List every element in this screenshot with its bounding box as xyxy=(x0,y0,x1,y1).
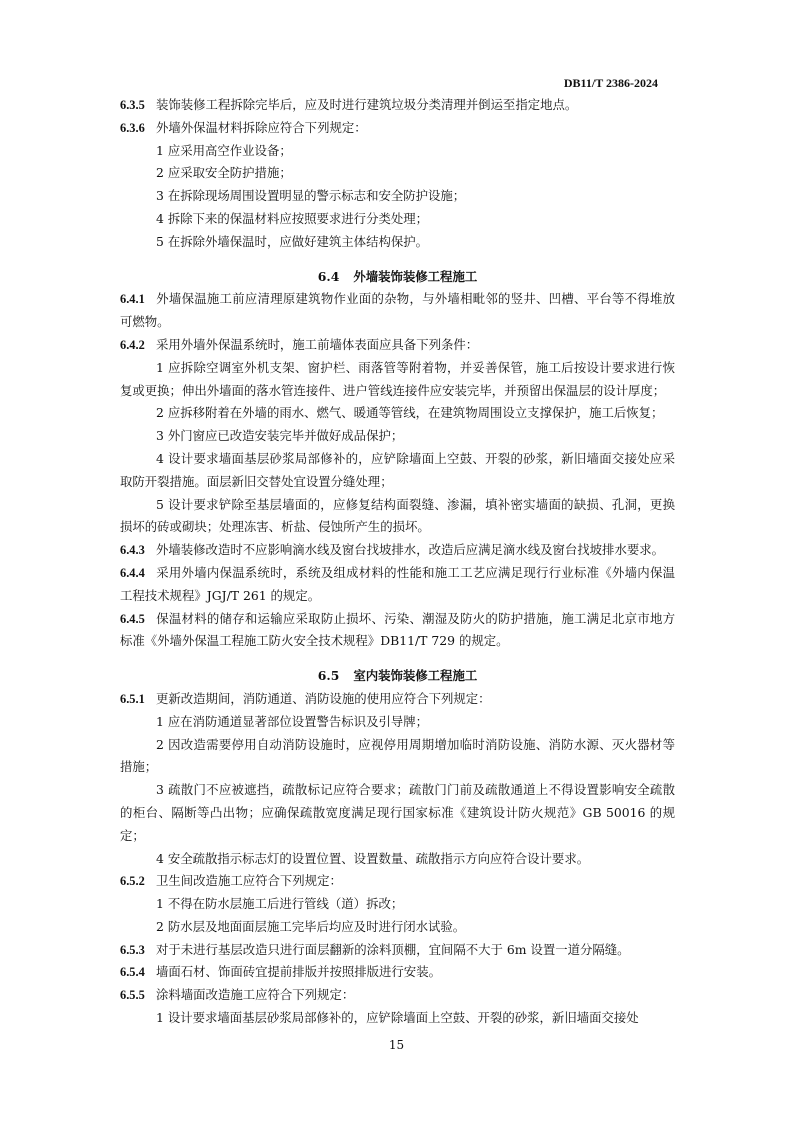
list-item-paragraph: 3 疏散门不应被遮挡，疏散标记应符合要求；疏散门门前及疏散通道上不得设置影响安全疏散的柜台、隔断等凸出物；应确保疏散宽度满足现行国家标准《建筑设计防火规范》GB 50016 的规定； xyxy=(120,782,675,843)
clause xyxy=(120,288,675,334)
section-heading xyxy=(120,665,675,688)
section-heading xyxy=(120,266,675,289)
list-item-paragraph: 2 应拆移附着在外墙的雨水、燃气、暖通等管线，在建筑物周围设立支撑保护，施工后恢复； xyxy=(156,405,664,421)
list-item: 2 应采取安全防护措施； xyxy=(156,165,292,181)
list-item-paragraph: 4 安全疏散指示标志灯的设置位置、设置数量、疏散指示方向应符合设计要求。 xyxy=(156,850,590,866)
clause xyxy=(120,688,675,711)
clause-number: 6.4.2 xyxy=(120,337,145,352)
clause-text: 外墙外保温材料拆除应符合下列规定： xyxy=(156,119,367,135)
clause xyxy=(120,117,675,140)
list-item-paragraph: 4 设计要求墙面基层砂浆局部修补的，应铲除墙面上空鼓、开裂的砂浆，新旧墙面交接处应采取防开裂措施。面层新旧交替处宜设置分缝处理； xyxy=(120,450,675,489)
clause-number: 6.4.3 xyxy=(120,543,145,558)
clause-number: 6.3.6 xyxy=(120,120,145,135)
clause-text: 装饰装修工程拆除完毕后，应及时进行建筑垃圾分类清理并倒运至指定地点。 xyxy=(156,97,578,112)
clause-text: 外墙保温施工前应清理原建筑物作业面的杂物，与外墙相毗邻的竖井、凹槽、平台等不得堆放可燃物。 xyxy=(120,291,675,330)
section-number: 6.4 xyxy=(317,268,340,284)
list-item: 1 应采用高空作业设备； xyxy=(156,142,292,158)
clause xyxy=(120,939,675,962)
clause-number: 6.5.5 xyxy=(120,988,145,1003)
list-item: 1 不得在防水层施工后进行管线（道）拆改； xyxy=(156,896,404,912)
clause-number: 6.4.5 xyxy=(120,611,145,626)
list-item: 3 在拆除现场周围设置明显的警示标志和安全防护设施； xyxy=(156,188,466,204)
clause xyxy=(120,961,675,984)
section-title: 室内装饰装修工程施工 xyxy=(353,668,478,684)
clause xyxy=(120,984,675,1007)
clause xyxy=(120,562,675,608)
clause-text: 采用外墙外保温系统时，施工前墙体表面应具备下列条件： xyxy=(156,336,479,352)
list-item: 5 在拆除外墙保温时，应做好建筑主体结构保护。 xyxy=(156,233,429,249)
section-number: 6.5 xyxy=(317,668,340,684)
clause-text: 采用外墙内保温系统时，系统及组成材料的性能和施工工艺应满足现行行业标准《外墙内保温工程技术规程》JGJ/T 261 的规定。 xyxy=(120,564,675,603)
clause-number: 6.5.1 xyxy=(120,691,145,706)
clause xyxy=(120,539,675,562)
list-item: 2 防水层及地面面层施工完毕后均应及时进行闭水试验。 xyxy=(156,918,466,934)
clause xyxy=(120,334,675,357)
clause-text: 更新改造期间，消防通道、消防设施的使用应符合下列规定： xyxy=(156,690,491,706)
list-item: 4 拆除下来的保温材料应按照要求进行分类处理； xyxy=(156,210,429,226)
list-item: 1 设计要求墙面基层砂浆局部修补的，应铲除墙面上空鼓、开裂的砂浆，新旧墙面交接处 xyxy=(156,1010,639,1026)
clause-number: 6.5.2 xyxy=(120,874,145,889)
list-item-paragraph: 1 应拆除空调室外机支架、窗护栏、雨落管等附着物，并妥善保管，施工后按设计要求进行恢复或更换；伸出外墙面的落水管连接件、进户管线连接件应安装完毕，并预留出保温层的设计厚度； xyxy=(120,359,675,398)
list-item: 1 应在消防通道显著部位设置警告标识及引导牌； xyxy=(156,713,429,729)
clause xyxy=(120,870,675,893)
clause-text: 涂料墙面改造施工应符合下列规定： xyxy=(156,987,355,1003)
list-item-paragraph: 2 因改造需要停用自动消防设施时，应视停用周期增加临时消防设施、消防水源、灭火器材等措施； xyxy=(120,736,675,775)
clause-text: 外墙装修改造时不应影响滴水线及窗台找坡排水，改造后应满足滴水线及窗台找坡排水要求。 xyxy=(156,542,665,558)
clause-number: 6.3.5 xyxy=(120,98,145,112)
clause xyxy=(120,94,675,117)
clause-number: 6.5.3 xyxy=(120,942,145,957)
page-number: 15 xyxy=(388,1038,405,1052)
list-item-paragraph: 3 外门窗应已改造安装完毕并做好成品保护； xyxy=(156,428,404,444)
clause-text: 保温材料的储存和运输应采取防止损坏、污染、潮湿及防火的防护措施，施工满足北京市地方标准《外墙外保温工程施工防火安全技术规程》DB11/T 729 的规定。 xyxy=(120,610,675,649)
list-item-paragraph: 5 设计要求铲除至基层墙面的，应修复结构面裂缝、渗漏，填补密实墙面的缺损、孔洞，更换损坏的砖或砌块；处理冻害、析盐、侵蚀所产生的损坏。 xyxy=(120,496,675,535)
clause-number: 6.4.4 xyxy=(120,565,145,580)
clause-number: 6.5.4 xyxy=(120,965,145,980)
clause-number: 6.4.1 xyxy=(120,292,145,307)
document-body xyxy=(120,94,675,1030)
clause-text: 墙面石材、饰面砖宜提前排版并按照排版进行安装。 xyxy=(156,964,441,980)
clause xyxy=(120,608,675,654)
clause-text: 对于未进行基层改造只进行面层翻新的涂料顶棚，宜间隔不大于 6m 设置一道分隔缝。 xyxy=(156,941,630,957)
clause-text: 卫生间改造施工应符合下列规定： xyxy=(156,873,342,889)
standard-code: DB11/T 2386-2024 xyxy=(563,76,658,90)
section-title: 外墙装饰装修工程施工 xyxy=(353,268,478,284)
